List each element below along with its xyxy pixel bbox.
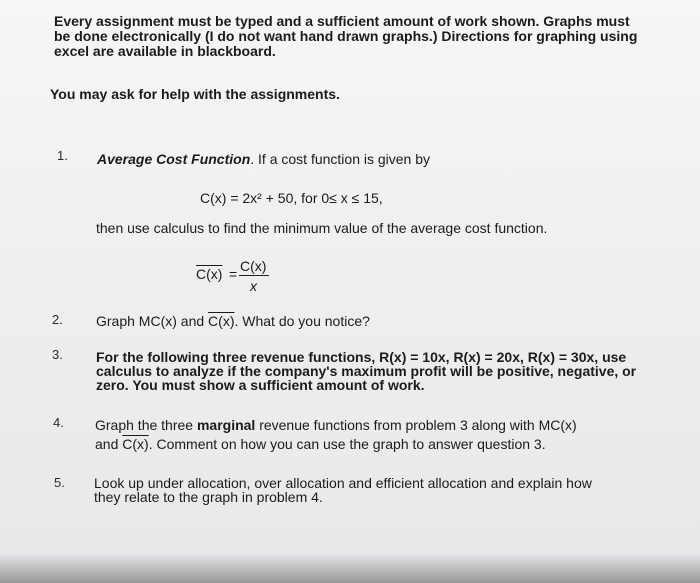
problem-4-marginal: marginal xyxy=(196,417,256,433)
intro-line-3: excel are available in blackboard. xyxy=(54,43,276,59)
problem-2-text-c: . What do you notice? xyxy=(234,313,370,329)
fraction-denominator: x xyxy=(250,278,257,294)
bottom-shadow xyxy=(0,553,700,583)
intro-line-2: be done electronically (I do not want hand drawn graphs.) Directions for graphing using xyxy=(54,28,638,44)
problem-1-title: Average Cost Function xyxy=(97,151,251,167)
equals-sign: = xyxy=(229,266,238,282)
problem-2-number: 2. xyxy=(52,312,63,327)
average-cost-lhs: C(x) xyxy=(196,266,223,282)
problem-4-text-c: revenue functions from problem 3 along with MC(x) xyxy=(255,417,577,433)
problem-3-number: 3. xyxy=(52,347,63,362)
problem-3-line-2: calculus to analyze if the company's maximum profit will be positive, negative, or xyxy=(96,363,637,379)
problem-4-text-f: . Comment on how you can use the graph to answer question 3. xyxy=(148,436,546,452)
cost-function-formula: C(x) = 2x² + 50, for 0≤ x ≤ 15, xyxy=(200,190,383,206)
problem-2-text xyxy=(96,314,370,329)
help-note: You may ask for help with the assignments. xyxy=(50,86,340,102)
problem-5-number: 5. xyxy=(54,475,65,490)
average-cost-definition xyxy=(196,258,286,298)
problem-1-heading xyxy=(97,152,430,167)
problem-1-followup: then use calculus to find the minimum value of the average cost function. xyxy=(96,220,548,236)
average-cost-symbol-2: C(x) xyxy=(122,436,149,452)
problem-4-text-d: and xyxy=(95,436,123,452)
problem-4-line-2 xyxy=(95,437,546,452)
problem-4-text-a: Graph the three xyxy=(95,417,197,433)
problem-2-text-a: Graph MC(x) and xyxy=(96,313,209,329)
problem-1-number: 1. xyxy=(57,148,68,163)
problem-1-text: . If a cost function is given by xyxy=(250,151,431,167)
problem-4-line-1 xyxy=(95,418,577,433)
fraction-bar xyxy=(239,275,269,276)
problem-5-line-2: they relate to the graph in problem 4. xyxy=(94,489,323,505)
problem-3-line-3: zero. You must show a sufficient amount of work. xyxy=(96,377,425,393)
intro-line-1: Every assignment must be typed and a sufficient amount of work shown. Graphs must xyxy=(54,13,630,29)
problem-5-line-1: Look up under allocation, over allocation and efficient allocation and explain how xyxy=(94,475,592,491)
fraction-numerator: C(x) xyxy=(240,258,267,274)
problem-3-line-1: For the following three revenue functions, R(x) = 10x, R(x) = 20x, R(x) = 30x, use xyxy=(96,349,627,365)
problem-4-number: 4. xyxy=(53,415,64,430)
average-cost-symbol: C(x) xyxy=(208,313,235,329)
